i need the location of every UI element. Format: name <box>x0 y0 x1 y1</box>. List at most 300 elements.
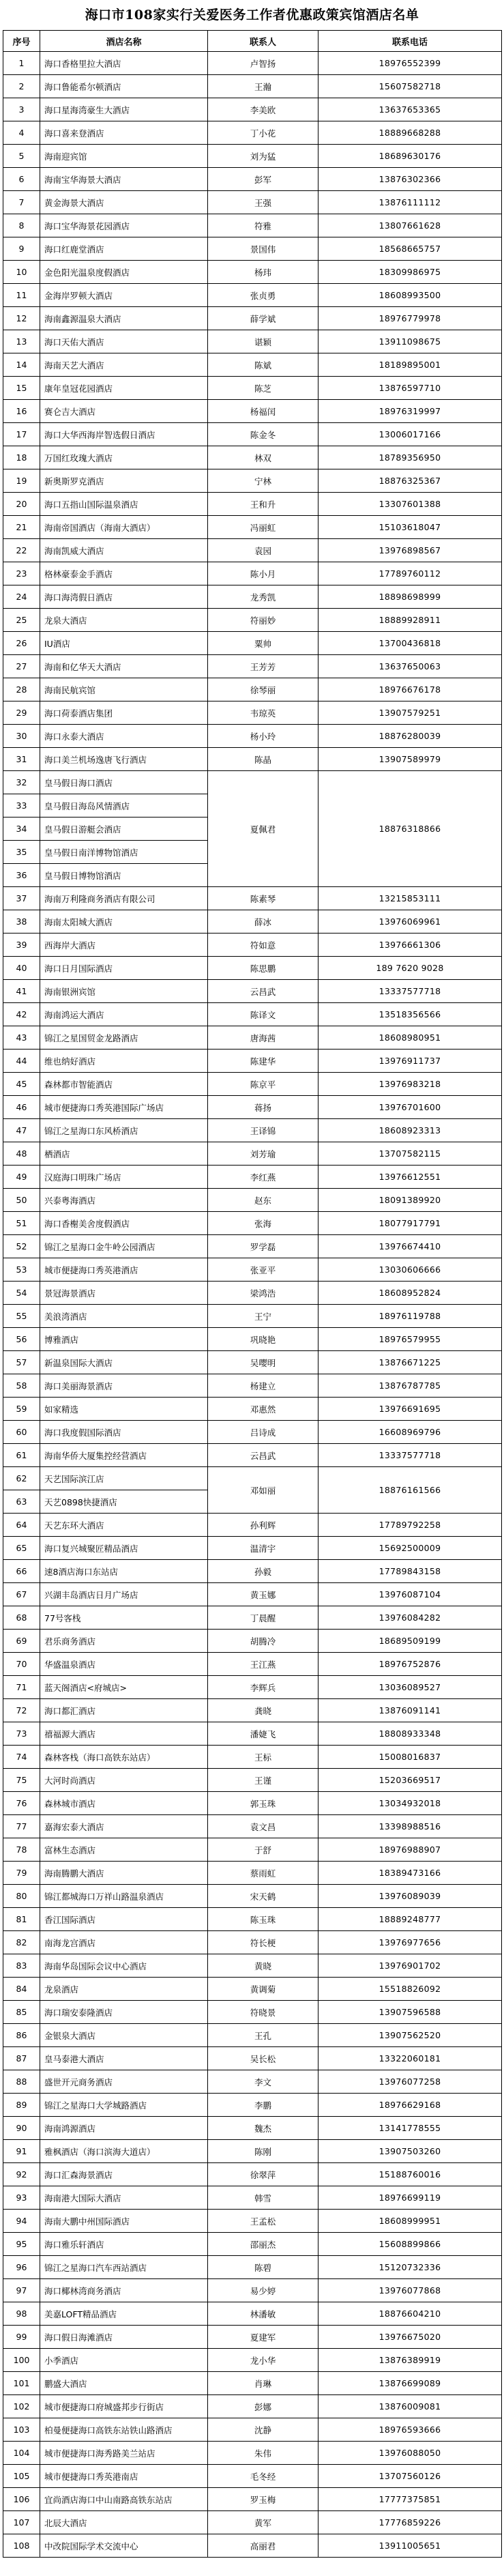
cell-contact: 易少婷 <box>208 2279 318 2302</box>
cell-hotel-name: 海南万利隆商务酒店有限公司 <box>40 887 208 910</box>
cell-phone: 13976077868 <box>318 2279 502 2302</box>
table-row <box>3 1954 502 1978</box>
cell-phone: 13398988516 <box>318 1815 502 1838</box>
table-row <box>3 446 502 469</box>
table-row <box>3 1328 502 1351</box>
table-row <box>3 1050 502 1073</box>
cell-phone: 18976593666 <box>318 2418 502 2442</box>
cell-hotel-name: 海口我度假国际酒店 <box>40 1421 208 1444</box>
cell-contact: 黄军 <box>208 2511 318 2534</box>
cell-no: 32 <box>3 771 40 794</box>
table-row <box>3 237 502 261</box>
table-row <box>3 423 502 446</box>
cell-contact: 龚晓 <box>208 1699 318 1722</box>
table-row <box>3 1931 502 1954</box>
cell-hotel-name: 速8酒店海口东站店 <box>40 1560 208 1583</box>
cell-contact: 袁园 <box>208 539 318 562</box>
cell-contact: 黄玉娜 <box>208 1583 318 1606</box>
cell-hotel-name: 海南和亿华天大酒店 <box>40 655 208 678</box>
cell-phone: 18789356950 <box>318 446 502 469</box>
cell-no: 93 <box>3 2186 40 2210</box>
cell-hotel-name: 栖酒店 <box>40 1142 208 1166</box>
cell-hotel-name: 海口香格里拉大酒店 <box>40 52 208 75</box>
table-row <box>3 75 502 98</box>
cell-hotel-name: 城市便捷海口海秀路美兰站店 <box>40 2442 208 2465</box>
table-row <box>3 2488 502 2511</box>
cell-no: 14 <box>3 353 40 377</box>
cell-contact: 龙小华 <box>208 2349 318 2372</box>
cell-contact: 梁鸿浩 <box>208 1282 318 1305</box>
cell-no: 80 <box>3 1885 40 1908</box>
cell-hotel-name: 海口瑞安泰隆酒店 <box>40 2001 208 2024</box>
cell-phone: 18876280039 <box>318 725 502 748</box>
cell-contact: 陈译文 <box>208 1003 318 1026</box>
cell-phone: 18808933348 <box>318 1722 502 1746</box>
table-header <box>3 31 502 52</box>
table-row <box>3 1166 502 1189</box>
cell-phone: 15120732336 <box>318 2256 502 2279</box>
cell-no: 52 <box>3 1235 40 1258</box>
cell-hotel-name: 格林豪泰金手酒店 <box>40 562 208 585</box>
cell-hotel-name: 锦江之星海口汽车西站酒店 <box>40 2256 208 2279</box>
cell-phone: 13876671225 <box>318 1351 502 1374</box>
cell-phone: 13322060181 <box>318 2047 502 2070</box>
cell-no: 100 <box>3 2349 40 2372</box>
cell-no: 3 <box>3 98 40 121</box>
cell-contact: 邓如丽 <box>208 1467 318 1514</box>
cell-hotel-name: 海口美丽海景酒店 <box>40 1374 208 1398</box>
cell-phone: 18976779978 <box>318 307 502 330</box>
table-row <box>3 400 502 423</box>
cell-phone: 13876091141 <box>318 1699 502 1722</box>
cell-no: 4 <box>3 121 40 145</box>
cell-hotel-name: 盛世开元商务酒店 <box>40 2070 208 2094</box>
table-row <box>3 2001 502 2024</box>
cell-no: 27 <box>3 655 40 678</box>
cell-hotel-name: 海南华侨大厦集控经营酒店 <box>40 1444 208 1467</box>
cell-phone: 18889928911 <box>318 609 502 632</box>
cell-phone: 13876389919 <box>318 2349 502 2372</box>
table-row <box>3 585 502 609</box>
cell-no: 39 <box>3 934 40 957</box>
table-row <box>3 1676 502 1699</box>
cell-no: 5 <box>3 145 40 168</box>
table-row <box>3 1583 502 1606</box>
cell-phone: 17789792258 <box>318 1514 502 1537</box>
cell-contact: 陈金冬 <box>208 423 318 446</box>
cell-phone: 16608969796 <box>318 1421 502 1444</box>
cell-hotel-name: 海口永泰大酒店 <box>40 725 208 748</box>
cell-hotel-name: 新温泉国际大酒店 <box>40 1351 208 1374</box>
cell-phone: 13006017166 <box>318 423 502 446</box>
cell-no: 7 <box>3 191 40 214</box>
cell-contact: 陈玉珠 <box>208 1908 318 1931</box>
cell-no: 12 <box>3 307 40 330</box>
cell-no: 69 <box>3 1630 40 1653</box>
cell-phone: 13976088050 <box>318 2442 502 2465</box>
table-row <box>3 2140 502 2163</box>
cell-contact: 夏建军 <box>208 2326 318 2349</box>
cell-hotel-name: 鹏盛大酒店 <box>40 2372 208 2395</box>
cell-hotel-name: 宜尚酒店海口中山南路高铁东站店 <box>40 2488 208 2511</box>
cell-contact: 王译锦 <box>208 1119 318 1142</box>
table-row <box>3 2326 502 2349</box>
cell-no: 28 <box>3 678 40 701</box>
cell-hotel-name: 汉庭海口明珠广场店 <box>40 1166 208 1189</box>
cell-phone: 18889248777 <box>318 1908 502 1931</box>
cell-phone: 13976069961 <box>318 910 502 934</box>
cell-phone: 18389473166 <box>318 1862 502 1885</box>
table-row <box>3 1769 502 1792</box>
cell-contact: 杨建立 <box>208 1374 318 1398</box>
cell-contact: 陈思鹏 <box>208 957 318 980</box>
cell-no: 23 <box>3 562 40 585</box>
cell-no: 83 <box>3 1954 40 1978</box>
cell-phone: 13976612551 <box>318 1166 502 1189</box>
cell-contact: 罗学磊 <box>208 1235 318 1258</box>
cell-hotel-name: 海口雅乐轩酒店 <box>40 2233 208 2256</box>
table-row <box>3 1421 502 1444</box>
cell-hotel-name: 海南宝华海景大酒店 <box>40 168 208 191</box>
cell-phone: 15607582718 <box>318 75 502 98</box>
cell-contact: 李辉兵 <box>208 1676 318 1699</box>
table-row <box>3 2070 502 2094</box>
table-row <box>3 1003 502 1026</box>
cell-no: 48 <box>3 1142 40 1166</box>
table-row <box>3 145 502 168</box>
cell-phone: 17789843158 <box>318 1560 502 1583</box>
table-row <box>3 2117 502 2140</box>
table-row <box>3 609 502 632</box>
table-row <box>3 214 502 237</box>
cell-phone: 13707560126 <box>318 2465 502 2488</box>
cell-no: 51 <box>3 1212 40 1235</box>
cell-phone: 13876787785 <box>318 1374 502 1398</box>
cell-no: 55 <box>3 1305 40 1328</box>
cell-contact: 黄调菊 <box>208 1978 318 2001</box>
cell-hotel-name: IU酒店 <box>40 632 208 655</box>
cell-contact: 李美欧 <box>208 98 318 121</box>
cell-no: 62 <box>3 1467 40 1490</box>
table-row <box>3 1212 502 1235</box>
cell-contact: 张贞勇 <box>208 284 318 307</box>
document-title: 海口市108家实行关爱医务工作者优惠政策宾馆酒店名单 <box>85 8 419 23</box>
cell-phone: 15608899866 <box>318 2233 502 2256</box>
table-row <box>3 2349 502 2372</box>
cell-no: 90 <box>3 2117 40 2140</box>
cell-no: 30 <box>3 725 40 748</box>
cell-phone: 13907596588 <box>318 2001 502 2024</box>
cell-no: 15 <box>3 377 40 400</box>
cell-contact: 林双 <box>208 446 318 469</box>
cell-no: 1 <box>3 52 40 75</box>
table-row <box>3 353 502 377</box>
cell-no: 73 <box>3 1722 40 1746</box>
cell-contact: 韦琼英 <box>208 701 318 725</box>
cell-hotel-name: 金银泉大酒店 <box>40 2024 208 2047</box>
cell-hotel-name: 嘉海宏泰大酒店 <box>40 1815 208 1838</box>
cell-contact: 沈静 <box>208 2418 318 2442</box>
cell-no: 16 <box>3 400 40 423</box>
table-row <box>3 2534 502 2558</box>
cell-phone: 18976119788 <box>318 1305 502 1328</box>
table-row <box>3 191 502 214</box>
cell-no: 47 <box>3 1119 40 1142</box>
cell-hotel-name: 皇马假日南洋博物馆酒店 <box>40 841 208 864</box>
cell-hotel-name: 天艺国际滨江店 <box>40 1467 208 1490</box>
table-row <box>3 261 502 284</box>
table-row <box>3 168 502 191</box>
cell-phone: 17776859226 <box>318 2511 502 2534</box>
table-row <box>3 1096 502 1119</box>
cell-hotel-name: 海口荷泰酒店集团 <box>40 701 208 725</box>
cell-no: 105 <box>3 2465 40 2488</box>
cell-phone: 18189895001 <box>318 353 502 377</box>
cell-hotel-name: 城市便捷海口府城盛邦步行街店 <box>40 2395 208 2418</box>
cell-no: 107 <box>3 2511 40 2534</box>
cell-contact: 杨玮 <box>208 261 318 284</box>
table-row <box>3 910 502 934</box>
table-row <box>3 2395 502 2418</box>
table-row <box>3 1374 502 1398</box>
cell-hotel-name: 海口海湾假日酒店 <box>40 585 208 609</box>
cell-contact: 陈刚 <box>208 2140 318 2163</box>
cell-hotel-name: 小季酒店 <box>40 2349 208 2372</box>
table-row <box>3 1908 502 1931</box>
cell-contact: 龙秀凯 <box>208 585 318 609</box>
table-row <box>3 562 502 585</box>
cell-hotel-name: 77号客栈 <box>40 1606 208 1630</box>
table-row <box>3 1351 502 1374</box>
cell-no: 97 <box>3 2279 40 2302</box>
cell-contact: 朱伟 <box>208 2442 318 2465</box>
cell-no: 11 <box>3 284 40 307</box>
cell-no: 37 <box>3 887 40 910</box>
cell-hotel-name: 海口美兰机场逸唐飞行酒店 <box>40 748 208 771</box>
cell-hotel-name: 海南大鹏中州国际酒店 <box>40 2210 208 2233</box>
cell-no: 22 <box>3 539 40 562</box>
cell-no: 76 <box>3 1792 40 1815</box>
table-row <box>3 748 502 771</box>
table-row <box>3 52 502 75</box>
table-row <box>3 701 502 725</box>
cell-phone: 18689630176 <box>318 145 502 168</box>
cell-phone: 15692500009 <box>318 1537 502 1560</box>
cell-contact: 吕诗成 <box>208 1421 318 1444</box>
table-row <box>3 469 502 493</box>
table-row <box>3 1258 502 1282</box>
table-row <box>3 307 502 330</box>
cell-contact: 孙毅 <box>208 1560 318 1583</box>
cell-phone: 13976983218 <box>318 1073 502 1096</box>
cell-contact: 陈小月 <box>208 562 318 585</box>
cell-no: 98 <box>3 2302 40 2326</box>
cell-phone: 18889668288 <box>318 121 502 145</box>
cell-contact: 韩雪 <box>208 2186 318 2210</box>
cell-phone: 18608923313 <box>318 1119 502 1142</box>
table-row <box>3 1514 502 1537</box>
cell-no: 92 <box>3 2163 40 2186</box>
cell-hotel-name: 兴泰粤海酒店 <box>40 1189 208 1212</box>
cell-contact: 王宁 <box>208 1305 318 1328</box>
cell-no: 89 <box>3 2094 40 2117</box>
cell-contact: 袁文昌 <box>208 1815 318 1838</box>
table-row <box>3 2163 502 2186</box>
cell-phone: 13907503260 <box>318 2140 502 2163</box>
cell-contact: 云昌武 <box>208 1444 318 1467</box>
cell-hotel-name: 海南民航宾馆 <box>40 678 208 701</box>
cell-phone: 13337577718 <box>318 980 502 1003</box>
cell-contact: 王芳芳 <box>208 655 318 678</box>
cell-no: 106 <box>3 2488 40 2511</box>
cell-hotel-name: 海南迎宾馆 <box>40 145 208 168</box>
cell-hotel-name: 龙泉酒店 <box>40 1978 208 2001</box>
cell-hotel-name: 海口香榭美舍度假酒店 <box>40 1212 208 1235</box>
cell-phone: 13141778555 <box>318 2117 502 2140</box>
table-row <box>3 2372 502 2395</box>
cell-no: 9 <box>3 237 40 261</box>
cell-hotel-name: 海南银洲宾馆 <box>40 980 208 1003</box>
cell-hotel-name: 天艺0898快捷酒店 <box>40 1490 208 1514</box>
cell-no: 6 <box>3 168 40 191</box>
table-row <box>3 1746 502 1769</box>
cell-hotel-name: 景冠海景酒店 <box>40 1282 208 1305</box>
cell-phone: 13976674410 <box>318 1235 502 1258</box>
cell-no: 20 <box>3 493 40 516</box>
cell-no: 102 <box>3 2395 40 2418</box>
table-row <box>3 980 502 1003</box>
table-row <box>3 2442 502 2465</box>
cell-contact: 杨福闰 <box>208 400 318 423</box>
table-body <box>3 52 502 2558</box>
cell-phone: 18876161566 <box>318 1467 502 1514</box>
table-row <box>3 1189 502 1212</box>
table-row <box>3 121 502 145</box>
cell-contact: 蔡雨虹 <box>208 1862 318 1885</box>
cell-no: 82 <box>3 1931 40 1954</box>
cell-hotel-name: 华盛温泉酒店 <box>40 1653 208 1676</box>
cell-no: 10 <box>3 261 40 284</box>
cell-contact: 薛学斌 <box>208 307 318 330</box>
cell-phone: 15188760016 <box>318 2163 502 2186</box>
cell-contact: 王瀚 <box>208 75 318 98</box>
cell-phone: 18309986975 <box>318 261 502 284</box>
cell-contact: 刘芳瑜 <box>208 1142 318 1166</box>
cell-hotel-name: 皇马假日博物馆酒店 <box>40 864 208 887</box>
cell-contact: 宋天鹤 <box>208 1885 318 1908</box>
cell-hotel-name: 海口五指山国际温泉酒店 <box>40 493 208 516</box>
cell-contact: 陈晶 <box>208 748 318 771</box>
cell-phone: 13911005651 <box>318 2534 502 2558</box>
table-row <box>3 377 502 400</box>
cell-no: 72 <box>3 1699 40 1722</box>
cell-phone: 13307601388 <box>318 493 502 516</box>
cell-phone: 15518826092 <box>318 1978 502 2001</box>
table-row <box>3 1838 502 1862</box>
cell-hotel-name: 海南鸿源酒店 <box>40 2117 208 2140</box>
cell-no: 44 <box>3 1050 40 1073</box>
cell-contact: 张亚平 <box>208 1258 318 1282</box>
cell-no: 70 <box>3 1653 40 1676</box>
cell-phone: 18976988907 <box>318 1838 502 1862</box>
cell-contact: 彭军 <box>208 168 318 191</box>
cell-hotel-name: 海口复兴城聚匠精品酒店 <box>40 1537 208 1560</box>
cell-phone: 18608952824 <box>318 1282 502 1305</box>
cell-contact: 符长梗 <box>208 1931 318 1954</box>
header-hotel-name: 酒店名称 <box>40 31 208 52</box>
cell-no: 108 <box>3 2534 40 2558</box>
table-row <box>3 2094 502 2117</box>
table-row <box>3 1305 502 1328</box>
cell-no: 67 <box>3 1583 40 1606</box>
cell-phone: 15103618047 <box>318 516 502 539</box>
cell-no: 56 <box>3 1328 40 1351</box>
cell-phone: 13907562520 <box>318 2024 502 2047</box>
table-row <box>3 2511 502 2534</box>
cell-no: 36 <box>3 864 40 887</box>
cell-phone: 18091389920 <box>318 1189 502 1212</box>
table-row <box>3 2256 502 2279</box>
cell-no: 21 <box>3 516 40 539</box>
cell-hotel-name: 金海岸罗顿大酒店 <box>40 284 208 307</box>
cell-no: 94 <box>3 2210 40 2233</box>
cell-hotel-name: 北辰大酒店 <box>40 2511 208 2534</box>
cell-hotel-name: 万国红玫瑰大酒店 <box>40 446 208 469</box>
cell-phone: 13976977656 <box>318 1931 502 1954</box>
cell-hotel-name: 皇马假日游艇会酒店 <box>40 817 208 841</box>
cell-phone: 15008016837 <box>318 1746 502 1769</box>
cell-phone: 18689509199 <box>318 1630 502 1653</box>
cell-phone: 18876604210 <box>318 2302 502 2326</box>
cell-contact: 云昌武 <box>208 980 318 1003</box>
cell-hotel-name: 富林生态酒店 <box>40 1838 208 1862</box>
cell-no: 85 <box>3 2001 40 2024</box>
cell-no: 31 <box>3 748 40 771</box>
cell-phone: 18976676178 <box>318 678 502 701</box>
cell-no: 25 <box>3 609 40 632</box>
cell-contact: 符雅 <box>208 214 318 237</box>
cell-no: 96 <box>3 2256 40 2279</box>
cell-phone: 13976911737 <box>318 1050 502 1073</box>
cell-contact: 罗玉梅 <box>208 2488 318 2511</box>
header-phone: 联系电话 <box>318 31 502 52</box>
cell-phone: 13707582115 <box>318 1142 502 1166</box>
cell-hotel-name: 中改院国际学术交流中心 <box>40 2534 208 2558</box>
header-no: 序号 <box>3 31 40 52</box>
cell-hotel-name: 海南鸿运大酒店 <box>40 1003 208 1026</box>
cell-phone: 18976752876 <box>318 1653 502 1676</box>
cell-no: 53 <box>3 1258 40 1282</box>
cell-hotel-name: 皇马泰港大酒店 <box>40 2047 208 2070</box>
cell-no: 42 <box>3 1003 40 1026</box>
cell-hotel-name: 海口椰林湾商务酒店 <box>40 2279 208 2302</box>
cell-no: 34 <box>3 817 40 841</box>
table-row <box>3 1792 502 1815</box>
cell-no: 64 <box>3 1514 40 1537</box>
cell-phone: 18608999951 <box>318 2210 502 2233</box>
table-row <box>3 516 502 539</box>
cell-no: 74 <box>3 1746 40 1769</box>
cell-hotel-name: 海南帝国酒店（海南大酒店） <box>40 516 208 539</box>
cell-hotel-name: 城市便捷海口秀英港酒店 <box>40 1258 208 1282</box>
cell-no: 66 <box>3 1560 40 1583</box>
table-row <box>3 1699 502 1722</box>
cell-hotel-name: 海口宝华海景花园酒店 <box>40 214 208 237</box>
cell-hotel-name: 金色阳光温泉度假酒店 <box>40 261 208 284</box>
cell-contact: 徐琴丽 <box>208 678 318 701</box>
cell-phone: 13034932018 <box>318 1792 502 1815</box>
cell-phone: 13911098675 <box>318 330 502 353</box>
